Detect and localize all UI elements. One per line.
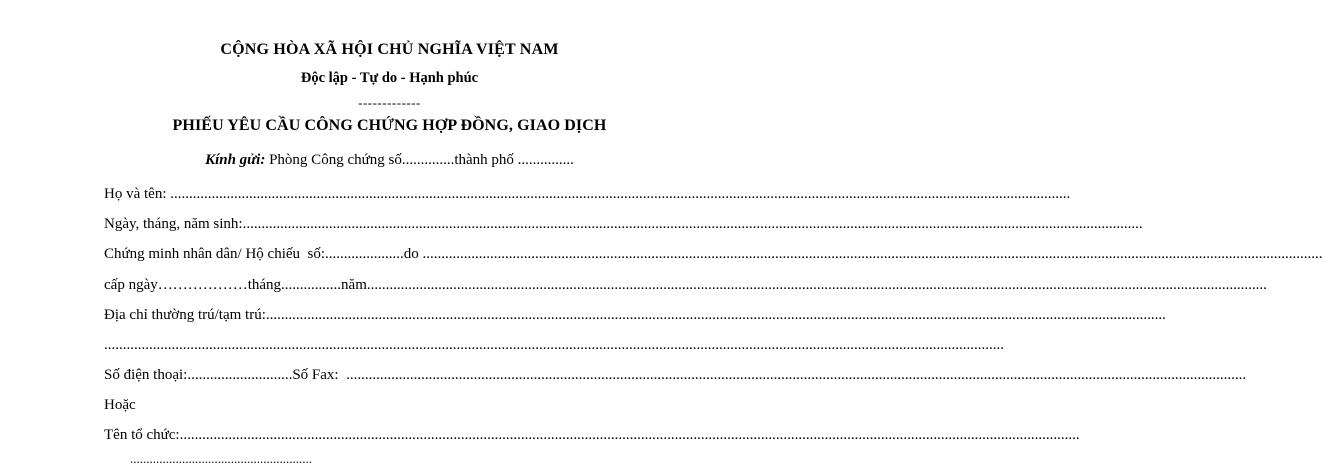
field-label-birth-date: Ngày, tháng, năm sinh: [104, 216, 243, 232]
field-address [104, 307, 710, 324]
field-fill-phone-fax [346, 367, 1246, 384]
field-label-issue-date: cấp ngày………………tháng................năm [104, 277, 367, 293]
field-label-or: Hoặc [104, 397, 136, 413]
addressee-text: Phòng Công chứng số..............thành phố ............... [265, 152, 574, 168]
addressee-line [0, 152, 779, 169]
addressee-lead: Kính gửi: [205, 152, 266, 168]
heading-separator: ------------- [358, 95, 421, 110]
field-organization [104, 427, 710, 444]
field-label-id-number: Chứng minh nhân dân/ Hộ chiếu số:.....................do [104, 246, 423, 262]
field-or [104, 397, 710, 414]
field-full-name [104, 186, 710, 203]
field-birth-date [104, 216, 710, 233]
field-fill-full-name [170, 186, 1070, 203]
field-fill-issue-date [367, 277, 1267, 294]
field-fill-address [266, 307, 1166, 324]
field-partial-next [130, 451, 312, 467]
field-fill-organization [180, 427, 1080, 444]
field-partial-next-text: ........................................................ [130, 451, 312, 466]
field-fill-birth-date [243, 216, 1143, 233]
field-id-number [104, 246, 710, 263]
field-label-address: Địa chỉ thường trú/tạm trú: [104, 307, 266, 323]
field-label-phone-fax: Số điện thoại:............................Số Fax: [104, 367, 347, 383]
motto-heading: Độc lập - Tự do - Hạnh phúc [300, 70, 479, 86]
field-phone-fax [104, 367, 710, 384]
nation-heading: CỘNG HÒA XÃ HỘI CHỦ NGHĨA VIỆT NAM [220, 41, 559, 58]
field-issue-date [104, 277, 710, 294]
field-label-organization: Tên tổ chức: [104, 427, 180, 443]
document-title: PHIẾU YÊU CẦU CÔNG CHỨNG HỢP ĐỒNG, GIAO DỊCH [172, 117, 607, 134]
field-fill-address-continued [104, 337, 1004, 354]
field-fill-id-number [423, 246, 1323, 263]
field-address-continued [104, 337, 710, 354]
field-label-full-name: Họ và tên: [104, 186, 171, 202]
